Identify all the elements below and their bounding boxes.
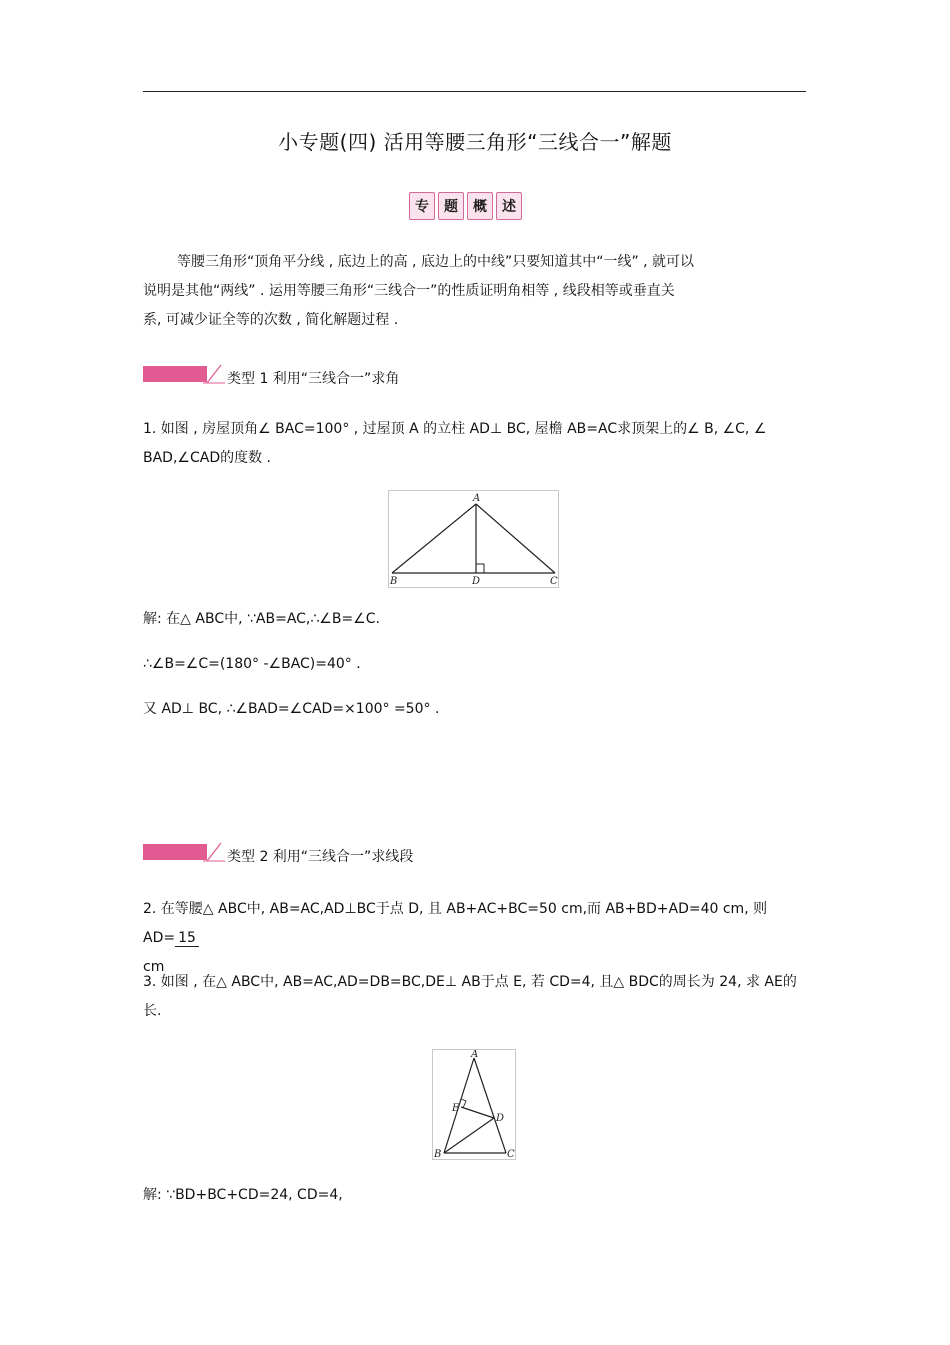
question-unit: cm (143, 959, 165, 975)
banner-slash-icon (203, 364, 225, 384)
vertex-label-d: D (472, 576, 481, 587)
question-1 (143, 415, 823, 473)
intro-line: 等腰三角形“顶角平分线 , 底边上的高 , 底边上的中线”只要知道其中“一线” , 就可以 (177, 254, 695, 270)
question-text: 2. 在等腰△ ABC中, AB=AC,AD⊥BC于点 D, 且 AB+AC+BC=50 cm,而 AB+BD+AD=40 cm, 则 AD= (143, 901, 768, 946)
type1-heading: 类型 1 利用“三线合一”求角 (227, 371, 400, 387)
overview-badge (409, 192, 522, 222)
solution-line: 又 AD⊥ BC, ∴∠BAD=∠CAD=×100° =50° . (143, 701, 440, 717)
type2-heading: 类型 2 利用“三线合一”求线段 (227, 849, 414, 865)
type2-banner (143, 842, 225, 862)
vertex-label-c: C (507, 1149, 515, 1160)
solution-line: ∴∠B=∠C=(180° -∠BAC)=40° . (143, 656, 361, 672)
question-3 (143, 968, 823, 1026)
header-rule (143, 91, 806, 92)
overview-char: 专 (409, 192, 435, 220)
solution-3 (143, 1181, 823, 1210)
question-line: 长. (143, 1003, 162, 1019)
question-line: 3. 如图 , 在△ ABC中, AB=AC,AD=DB=BC,DE⊥ AB于点 E, 若 CD=4, 且△ BDC的周长为 24, 求 AE的 (143, 974, 797, 990)
vertex-label-e: E (452, 1103, 460, 1114)
overview-char: 概 (467, 192, 493, 220)
overview-char: 述 (496, 192, 522, 220)
solution-line: 解: ∵BD+BC+CD=24, CD=4, (143, 1187, 343, 1203)
vertex-label-b: B (434, 1149, 442, 1160)
answer-blank: 15 (175, 930, 199, 947)
question-line (143, 895, 823, 953)
intro-paragraph (143, 248, 823, 335)
vertex-label-c: C (550, 576, 558, 587)
type1-banner (143, 364, 225, 384)
intro-line: 系, 可减少证全等的次数 , 简化解题过程 . (143, 312, 399, 328)
vertex-label-a: A (473, 493, 481, 504)
vertex-label-b: B (390, 576, 398, 587)
solution-line: 解: 在△ ABC中, ∵AB=AC,∴∠B=∠C. (143, 611, 380, 627)
solution-1 (143, 605, 823, 724)
question-line: 1. 如图 , 房屋顶角∠ BAC=100° , 过屋顶 A 的立柱 AD⊥ BC, 屋檐 AB=AC求顶架上的∠ B, ∠C, ∠ (143, 421, 767, 437)
figure-2-isosceles-triangle (432, 1049, 516, 1160)
vertex-label-a: A (471, 1049, 479, 1060)
question-line: BAD,∠CAD的度数 . (143, 450, 271, 466)
banner-slash-icon (203, 842, 225, 862)
figure-1-roof-triangle (388, 490, 559, 588)
vertex-label-d: D (496, 1113, 505, 1124)
intro-line: 说明是其他“两线” . 运用等腰三角形“三线合一”的性质证明角相等 , 线段相等或垂直关 (143, 283, 675, 299)
overview-char: 题 (438, 192, 464, 220)
page-title: 小专题(四) 活用等腰三角形“三线合一”解题 (278, 130, 672, 154)
